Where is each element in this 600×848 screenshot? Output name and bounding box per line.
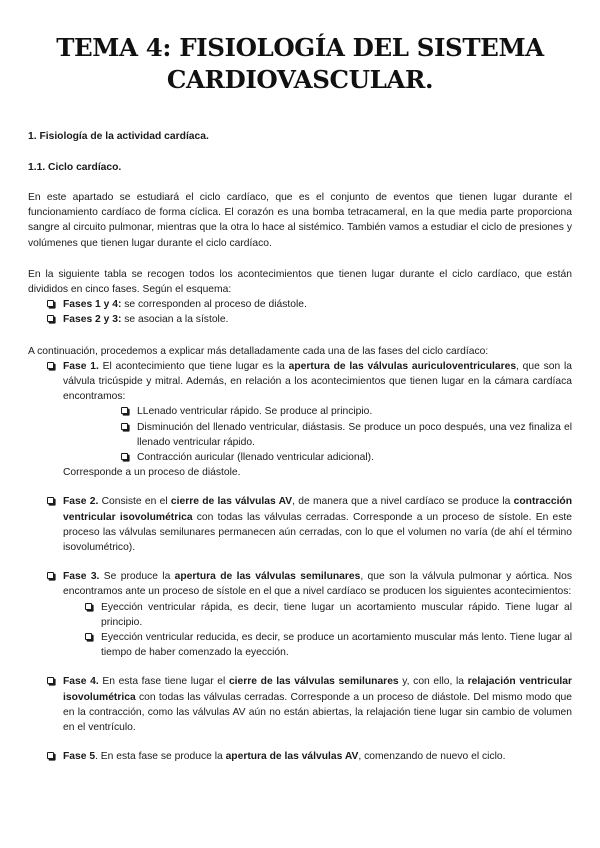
checkbox-bullet-icon [121,407,128,414]
phase-text: , de manera que a nivel cardíaco se produce la [292,496,514,508]
phase-text: En esta fase tiene lugar el [98,676,229,688]
sub-item-text: Eyección ventricular reducida, es decir, se produce un acortamiento muscular más lento. Tiene lugar al tiempo de haber comenzado la eyección. [101,632,572,659]
checkbox-bullet-icon [121,423,128,430]
list-item [28,420,572,450]
phase-bold: apertura de las válvulas semilunares [174,571,361,583]
phase-text: Consiste en el [98,496,171,508]
phase-2-item [28,494,572,555]
phase-label: Fase 3. [63,571,100,583]
table-intro-paragraph: En la siguiente tabla se recogen todos los acontecimientos que tienen lugar durante el ciclo cardíaco, que están divididos en cinco fases. Según el esquema: [28,268,572,296]
checkbox-bullet-icon [85,603,92,610]
sub-item-text: LLenado ventricular rápido. Se produce al principio. [137,406,373,418]
checkbox-bullet-icon [47,315,54,322]
phase-label: Fase 5 [63,751,96,763]
phase-1-item [28,359,572,481]
phase-bold: apertura de las válvulas AV [225,751,359,763]
phase-5-item [28,749,572,764]
phase-text: con todas las válvulas cerradas. Corresponde a un proceso de sístole. En este proceso las válvulas semilunares permanecen aún cerradas, con lo que el volumen no varía (de ahí el término isovolumétrico). [63,511,572,554]
phase-bold: relajación ventricular isovolumétrica [63,676,572,703]
list-item [28,630,572,660]
schema-label: Fases 1 y 4: [63,299,122,311]
sub-item-text: Contracción auricular (llenado ventricular adicional). [137,452,374,464]
schema-text: se corresponden al proceso de diástole. [121,299,307,311]
list-item [28,600,572,630]
phase-label: Fase 4. [63,676,99,688]
schema-text: se asocian a la sístole. [121,314,229,326]
phase-bold: apertura de las válvulas auriculoventriculares [288,360,517,372]
phase-3-sublist [63,600,572,661]
list-item [28,297,572,312]
phases-list [28,359,572,765]
phase-bold: contracción ventricular isovolumétrica [63,496,573,523]
checkbox-bullet-icon [47,362,54,369]
phase-bold: cierre de las válvulas AV [170,496,293,508]
sub-item-text: Eyección ventricular rápida, es decir, tiene lugar un acortamiento muscular rápido. Tiene lugar al principio. [101,601,572,628]
phase-text: y, con ello, la [398,676,468,688]
page-title [28,0,572,96]
phase-text: , que son la válvula pulmonar y aórtica. Nos encontramos ante un proceso de sístole en el que a nivel cardíaco se producen los siguientes acontecimientos: [63,571,573,598]
checkbox-bullet-icon [47,752,54,759]
phase-4-item [28,674,572,735]
phase-text: , comenzando de nuevo el ciclo. [358,751,506,763]
checkbox-bullet-icon [121,453,128,460]
phase-1-tail: Corresponde a un proceso de diástole. [63,467,241,479]
checkbox-bullet-icon [47,497,54,504]
phase-3-item [28,569,572,660]
list-item [28,404,572,419]
intro-paragraph: En este apartado se estudiará el ciclo cardíaco, que es el conjunto de eventos que tienen lugar durante el funcionamiento cardíaco de forma cíclica. El corazón es una bomba tetracameral, en la que media parte proporciona sangre al circuito pulmonar, mientras que la otra lo hace al sistémico. También vamos a estudiar el ciclo de presiones y volúmenes que tienen lugar durante el ciclo cardíaco. [28,192,572,249]
checkbox-bullet-icon [47,300,54,307]
schema-list [28,297,572,327]
phase-label: Fase 2. [63,496,99,508]
list-item [28,450,572,465]
checkbox-bullet-icon [47,677,54,684]
phase-bold: cierre de las válvulas semilunares [228,676,399,688]
phase-text: Se produce la [99,571,175,583]
continuation-paragraph: A continuación, procedemos a explicar más detalladamente cada una de las fases del ciclo cardíaco: [28,345,489,357]
phase-text: con todas las válvulas cerradas. Corresponde a un proceso de diástole. Del mismo modo que en la contracción, como las válvulas AV aún no están abiertas, la relajación tiene lugar sin cambio de volumen en el ventrículo. [63,691,572,734]
sub-item-text: Disminución del llenado ventricular, diástasis. Se produce un poco después, una vez finaliza el llenado ventricular rápido. [137,421,572,448]
phase-text: , que son la válvula tricúspide y mitral. Además, en relación a los acontecimientos que tienen lugar en la cámara cardíaca encontramos: [63,360,572,403]
section-heading-1-1: 1.1. Ciclo cardíaco. [28,162,122,173]
title-line-1: TEMA 4: FISIOLOGÍA DEL SISTEMA [56,33,544,62]
title-line-2: CARDIOVASCULAR. [166,65,434,94]
list-item [28,312,572,327]
phase-1-sublist [63,404,572,465]
checkbox-bullet-icon [85,633,92,640]
phase-text: . En esta fase se produce la [95,751,226,763]
phase-text: El acontecimiento que tiene lugar es la [98,360,289,372]
checkbox-bullet-icon [47,572,54,579]
schema-label: Fases 2 y 3: [63,314,122,326]
section-heading-1: 1. Fisiología de la actividad cardíaca. [28,131,209,142]
phase-label: Fase 1. [63,360,99,372]
